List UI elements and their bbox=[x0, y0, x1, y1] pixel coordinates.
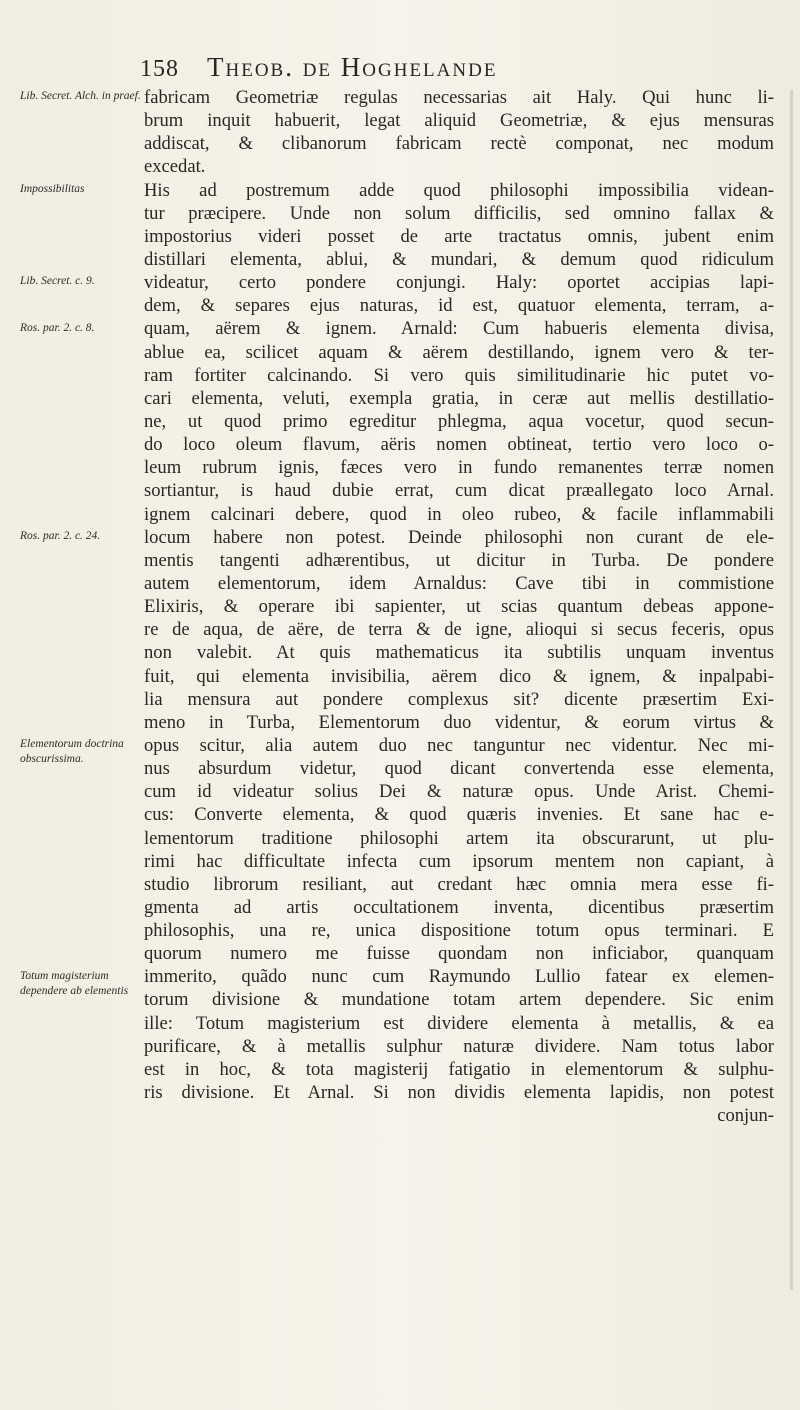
margin-note: Lib. Secret. Alch. in praef. bbox=[20, 90, 141, 102]
text-line: cum id videatur solius Dei & naturæ opus. Unde Arist. Chemi- bbox=[144, 781, 774, 803]
margin-note: Totum magisterium dependere ab elementis bbox=[20, 969, 129, 997]
text-line: autem elementorum, idem Arnaldus: Cave tibi in commistione bbox=[144, 572, 774, 594]
text-line: excedat. bbox=[144, 156, 206, 178]
page-edge-shadow bbox=[790, 90, 793, 1290]
text-line: meno in Turba, Elementorum duo videntur, & eorum virtus & bbox=[144, 711, 774, 733]
text-line: ille: Totum magisterium est dividere elementa à metallis, & ea bbox=[144, 1012, 774, 1034]
text-line: ne, ut quod primo egreditur phlegma, aqua vocetur, quod secun- bbox=[144, 410, 774, 432]
text-line: ablue ea, scilicet aquam & aërem destillando, ignem vero & ter- bbox=[144, 341, 774, 363]
page-number: 158 bbox=[140, 56, 179, 82]
text-line: studio librorum resiliant, aut credant hæc omnia mera esse fi- bbox=[144, 873, 774, 895]
margin-note: Impossibilitas bbox=[20, 182, 85, 195]
text-line: ris divisione. Et Arnal. Si non dividis elementa lapidis, non potest bbox=[144, 1082, 774, 1104]
running-title: Theob. de Hoghelande bbox=[207, 52, 498, 82]
text-line: nus absurdum videtur, quod dicant convertenda esse elementa, bbox=[144, 758, 774, 780]
text-line: purificare, & à metallis sulphur naturæ dividere. Nam totus labor bbox=[144, 1035, 774, 1057]
text-line: quorum numero me fuisse quondam non inficiabor, quanquam bbox=[144, 943, 774, 965]
text-line: cari elementa, veluti, exempla gratia, in ceræ aut mellis destillatio- bbox=[144, 387, 774, 409]
text-line: His ad postremum adde quod philosophi impossibilia videan- bbox=[144, 179, 774, 201]
text-line: fuit, qui elementa invisibilia, aërem dico & ignem, & inpalpabi- bbox=[144, 665, 774, 687]
text-line: mentis tangenti adhærentibus, ut dicitur in Turba. De pondere bbox=[144, 549, 774, 571]
text-line: rimi hac difficultate infecta cum ipsorum mentem non capiant, à bbox=[144, 850, 774, 872]
margin-note: Ros. par. 2. c. 24. bbox=[20, 529, 101, 542]
text-line: opus scitur, alia autem duo nec tanguntur nec videntur. Nec mi- bbox=[144, 734, 774, 756]
text-line: sortiantur, is haud dubie errat, cum dicat præallegato loco Arnal. bbox=[144, 480, 774, 502]
margin-note: Ros. par. 2. c. 8. bbox=[20, 321, 95, 334]
text-line: gmenta ad artis occultationem inventa, dicentibus præsertim bbox=[144, 896, 774, 918]
text-line: brum inquit habuerit, legat aliquid Geometriæ, & ejus mensuras bbox=[144, 110, 774, 132]
text-line: ignem calcinari debere, quod in oleo rubeo, & facile inflammabili bbox=[144, 503, 774, 525]
text-line: fabricam Geometriæ regulas necessarias ait Haly. Qui hunc li- bbox=[144, 87, 774, 108]
margin-note: Elementorum doctrina obscurissima. bbox=[20, 738, 124, 766]
catchword: conjun- bbox=[717, 1105, 774, 1127]
text-line: videatur, certo pondere conjungi. Haly: oportet accipias lapi- bbox=[144, 272, 774, 294]
text-line: immerito, quãdo nunc cum Raymundo Lullio fatear ex elemen- bbox=[144, 966, 774, 988]
text-line: quam, aërem & ignem. Arnald: Cum habueris elementa divisa, bbox=[144, 318, 774, 340]
text-line: locum habere non potest. Deinde philosophi non curant de ele- bbox=[144, 526, 774, 548]
text-line: ram fortiter calcinando. Si vero quis similitudinarie hic putet vo- bbox=[144, 364, 774, 386]
text-line: est in hoc, & tota magisterij fatigatio in elementorum & sulphu- bbox=[144, 1058, 774, 1080]
margin-note: Lib. Secret. c. 9. bbox=[20, 275, 95, 288]
text-line: cus: Converte elementa, & quod quæris invenies. Et sane hac e- bbox=[144, 804, 774, 826]
text-line: distillari elementa, ablui, & mundari, & demum quod ridiculum bbox=[144, 248, 774, 270]
text-line: philosophis, una re, unica dispositione totum opus terminari. E bbox=[144, 920, 774, 942]
text-line: dem, & separes ejus naturas, id est, quatuor elementa, terram, a- bbox=[144, 295, 774, 317]
page-header bbox=[140, 52, 740, 83]
text-line: non valebit. At quis mathematicus ita subtilis unquam inventus bbox=[144, 642, 774, 664]
text-line: re de aqua, de aëre, de terra & de igne, alioqui si secus feceris, opus bbox=[144, 619, 774, 641]
text-line: Elixiris, & operare ibi sapienter, ut scias quantum debeas appone- bbox=[144, 596, 774, 618]
text-line: lementorum traditione philosophi artem ita obscurarunt, ut plu- bbox=[144, 827, 774, 849]
text-line: tur præcipere. Unde non solum difficilis, sed omnino fallax & bbox=[144, 202, 774, 224]
text-line: do loco oleum flavum, aëris nomen obtineat, tertio vero loco o- bbox=[144, 434, 774, 456]
text-line: lia mensura aut pondere complexus sit? dicente præsertim Exi- bbox=[144, 688, 774, 710]
body-text bbox=[144, 86, 774, 1127]
text-line: addiscat, & clibanorum fabricam rectè componat, nec modum bbox=[144, 133, 774, 155]
text-line: leum rubrum ignis, fæces vero in fundo remanentes terræ nomen bbox=[144, 457, 774, 479]
text-line: torum divisione & mundatione totam artem dependere. Sic enim bbox=[144, 989, 774, 1011]
text-line: impostorius videri posset de arte tractatus omnis, jubent enim bbox=[144, 225, 774, 247]
